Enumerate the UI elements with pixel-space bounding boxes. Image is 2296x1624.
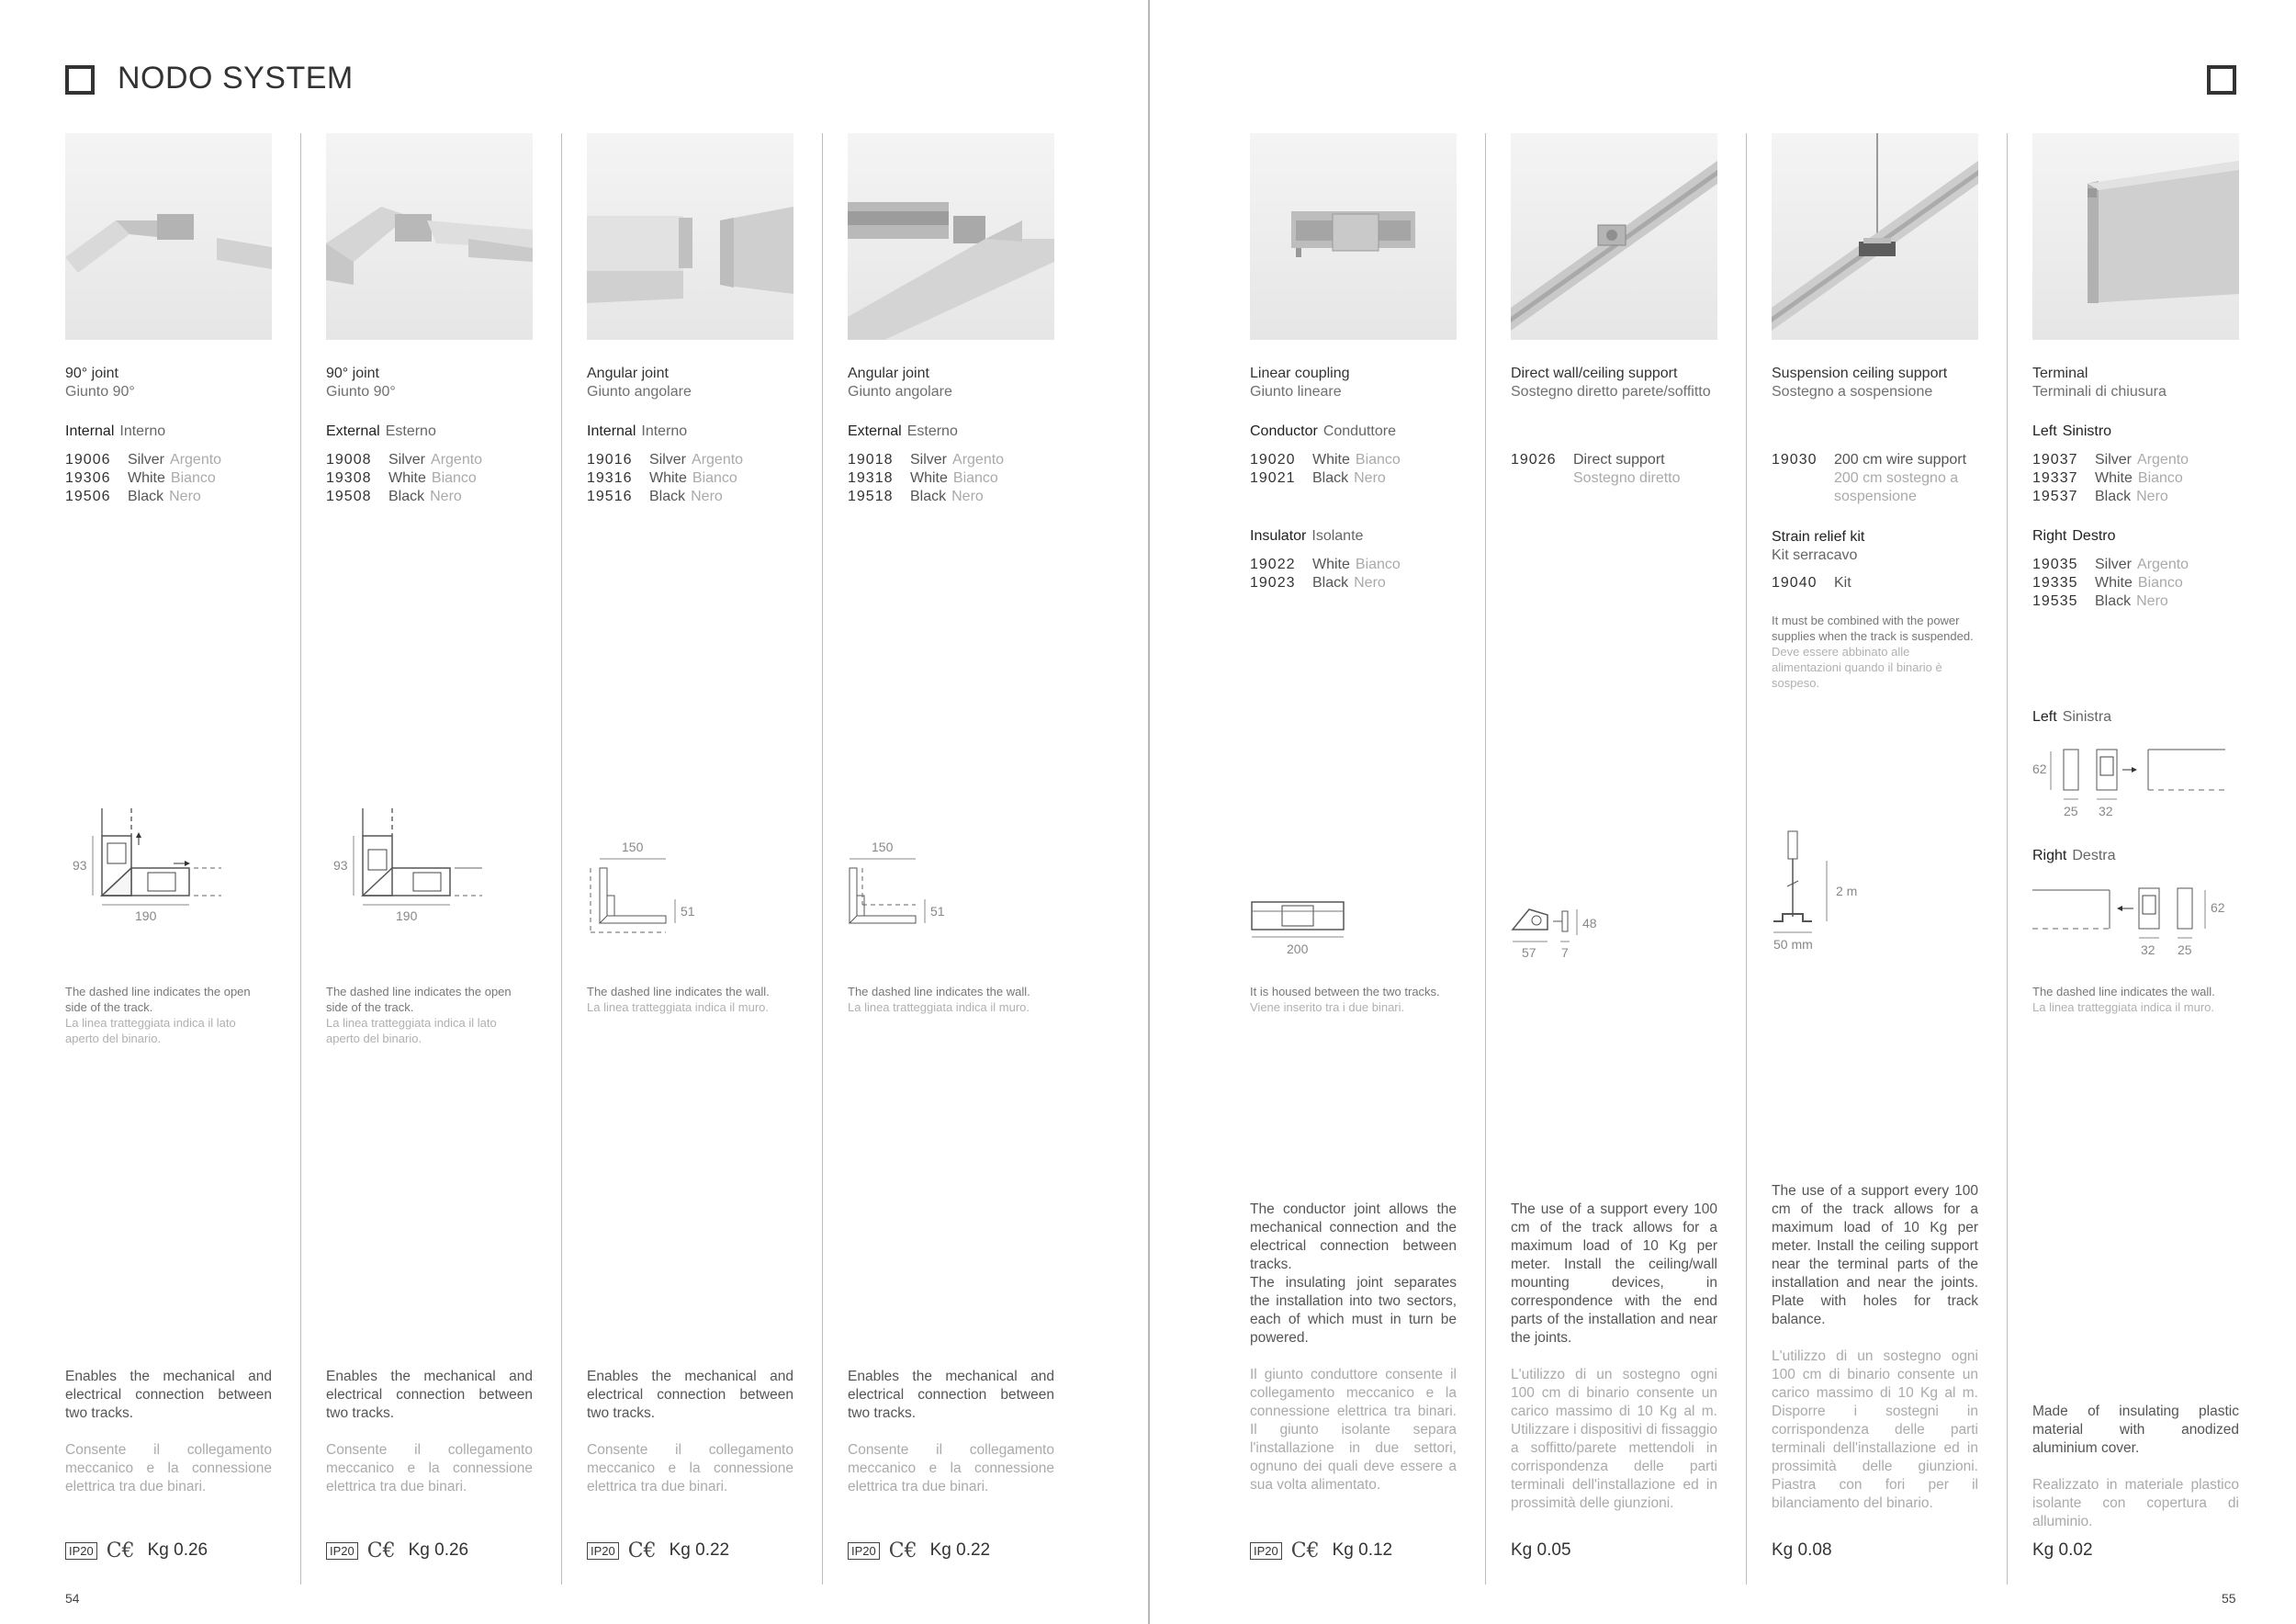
ce-mark-icon: C€ (366, 1539, 396, 1562)
product-title: Direct wall/ceiling support (1511, 366, 1678, 381)
description: Made of insulating plastic material with anodized aluminium cover. Realizzato in materiale plastico isolante con copertura di alluminio. (2032, 1404, 2239, 1529)
product-column (326, 133, 533, 1585)
ce-mark-icon: C€ (888, 1539, 917, 1562)
dimension-label: 150 (622, 840, 644, 854)
technical-drawing (587, 840, 793, 969)
code-description-it: 200 cm sostegno a sospensione (1834, 470, 1959, 504)
variant-label: Strain relief kit Kit serracavo (1772, 529, 1865, 563)
page-number-left: 54 (65, 1591, 80, 1606)
ip20-badge: IP20 (848, 1542, 880, 1560)
column-divider (1485, 133, 1486, 1585)
product-title: Angular joint (587, 366, 669, 381)
weight-value: 0.22 (695, 1540, 730, 1560)
product-title-it: Sostegno diretto parete/soffitto (1511, 384, 1711, 400)
product-column (1772, 133, 1978, 1585)
code-row: 19508 Black Nero (326, 489, 462, 504)
weight-unit: Kg (1772, 1540, 1794, 1560)
drawing-note: The dashed line indicates the wall. La linea tratteggiata indica il muro. (2032, 985, 2215, 1014)
drawing-note: It is housed between the two tracks. Viene inserito tra i due binari. (1250, 985, 1440, 1014)
technical-drawing (65, 808, 272, 969)
code-row: 19316 White Bianco (587, 470, 737, 486)
code-list (848, 451, 1004, 506)
terminal-right-drawing (2032, 874, 2239, 965)
product-title-it: Giunto angolare (848, 384, 952, 400)
weight-value: 0.05 (1536, 1540, 1571, 1560)
code-row: 19018 Silver Argento (848, 452, 1005, 468)
dimension-label: 57 (1522, 945, 1536, 960)
product-photo (587, 133, 793, 340)
weight-unit: Kg (147, 1540, 169, 1560)
ip20-badge: IP20 (1250, 1542, 1282, 1560)
code-row: 19308 White Bianco (326, 470, 477, 486)
variant-label: External Esterno (326, 423, 436, 439)
code-row: Sostegno diretto (1573, 470, 1681, 486)
description: The conductor joint allows the mechanical connection and the electrical connection between tracks. The insulating joint separates the installation into two sectors, each of which must in turn be powered. Il giunto conduttore consente il collegamento meccanico e la connessione elettrica tra binari. Il giunto isolante separa l'installazione in due settori, ognuno dei quali deve essere a sua volta alimentato. (1250, 1201, 1457, 1493)
dimension-label: 62 (2032, 761, 2047, 776)
code-row: 19020 White Bianco (1250, 452, 1401, 468)
product-column (1511, 133, 1717, 1585)
dimension-label: 93 (73, 858, 87, 873)
code-row: 19537 Black Nero (2032, 489, 2168, 504)
code-list (1250, 556, 1401, 592)
weight-value: 0.08 (1797, 1540, 1832, 1560)
dimension-label: 150 (872, 840, 894, 854)
code-row: 19035 Silver Argento (2032, 557, 2189, 572)
description: Enables the mechanical and electrical connection between two tracks. Consente il collegamento meccanico e la connessione elettrica tra due binari. (65, 1369, 272, 1494)
dimension-label: 62 (2211, 900, 2225, 915)
code-row: 19318 White Bianco (848, 470, 998, 486)
code-row: 19337 White Bianco (2032, 470, 2183, 486)
ce-mark-icon: C€ (106, 1539, 135, 1562)
code-row: 19040 Kit (1772, 575, 1851, 591)
code-list (2032, 556, 2189, 611)
code-row: 19023 Black Nero (1250, 575, 1386, 591)
variant-label: Right Destro (2032, 528, 2116, 544)
dimension-label: 2 m (1836, 884, 1858, 898)
product-photo (65, 133, 272, 340)
dimension-label: 50 mm (1773, 937, 1813, 952)
code-list (587, 451, 743, 506)
product-title: 90° joint (326, 366, 379, 381)
page-spine (1148, 0, 1150, 1624)
technical-drawing (1250, 900, 1457, 974)
diagram-label-right: Right Destra (2032, 848, 2116, 863)
dimension-label: 48 (1582, 916, 1597, 930)
code-list (1772, 574, 1851, 592)
square-icon (65, 65, 95, 95)
weight-unit: Kg (2032, 1540, 2054, 1560)
code-list (1511, 451, 1681, 488)
description: The use of a support every 100 cm of the track allows for a maximum load of 10 Kg per meter. Install the ceiling support near the terminal parts of the installation and near the joints. Plate with holes for track balance. L'utilizzo di un sostegno ogni 100 cm di binario consente un carico massimo di 10 Kg al m. Disporre i sostegni in corrispondenza delle parti terminali dell'installazione ed in prossimità delle giunzioni. Piastra con fori per il bilanciamento del binario. (1772, 1183, 1978, 1511)
dimension-label: 51 (681, 904, 695, 919)
product-title-it: Giunto 90° (65, 384, 135, 400)
ce-mark-icon: C€ (627, 1539, 657, 1562)
variant-label: Internal Interno (587, 423, 688, 439)
product-photo (1511, 133, 1717, 340)
product-column (65, 133, 272, 1585)
ip20-badge: IP20 (587, 1542, 619, 1560)
variant-label: External Esterno (848, 423, 958, 439)
description: Enables the mechanical and electrical connection between two tracks. Consente il collegamento meccanico e la connessione elettrica tra due binari. (587, 1369, 793, 1494)
product-photo (1250, 133, 1457, 340)
product-title-it: Giunto lineare (1250, 384, 1342, 400)
technical-drawing (848, 840, 1054, 969)
product-photo (1772, 133, 1978, 340)
code-row: 19506 Black Nero (65, 489, 201, 504)
product-column (587, 133, 793, 1585)
drawing-note: The dashed line indicates the open side of the track. La linea tratteggiata indica il lato aperto del binario. (326, 985, 512, 1045)
spec-footer (1772, 1539, 1832, 1562)
product-title: Angular joint (848, 366, 929, 381)
product-title-it: Giunto angolare (587, 384, 692, 400)
variant-label: Conductor Conduttore (1250, 423, 1396, 439)
product-title-it: Sostegno a sospensione (1772, 384, 1933, 400)
spec-footer (848, 1539, 990, 1562)
ip20-badge: IP20 (326, 1542, 358, 1560)
product-column (1250, 133, 1457, 1585)
code-row: 19535 Black Nero (2032, 593, 2168, 609)
diagram-label-left: Left Sinistra (2032, 709, 2112, 725)
product-photo (2032, 133, 2239, 340)
product-column (848, 133, 1054, 1585)
column-divider (1746, 133, 1747, 1585)
weight-value: 0.26 (434, 1540, 469, 1560)
code-row: 19037 Silver Argento (2032, 452, 2189, 468)
code-list (1772, 451, 1978, 506)
technical-drawing (1511, 891, 1717, 974)
technical-drawing (1772, 829, 1978, 976)
spec-footer (326, 1539, 468, 1562)
spec-footer (587, 1539, 729, 1562)
spec-footer (1511, 1539, 1571, 1562)
code-row: 19006 Silver Argento (65, 452, 222, 468)
column-divider (2007, 133, 2008, 1585)
product-title: 90° joint (65, 366, 118, 381)
variant-label: Insulator Isolante (1250, 528, 1364, 544)
dimension-label: 32 (2099, 804, 2113, 818)
spec-footer (65, 1539, 208, 1562)
weight-value: 0.22 (956, 1540, 991, 1560)
code-row: 19516 Black Nero (587, 489, 723, 504)
weight-unit: Kg (1511, 1540, 1533, 1560)
product-photo (848, 133, 1054, 340)
description: The use of a support every 100 cm of the track allows for a maximum load of 10 Kg per meter. Install the ceiling/wall mounting devices, in correspondence with the end parts of the installation and near the joints. L'utilizzo di un sostegno ogni 100 cm di binario consente un carico massimo di 10 Kg al m. Utilizzare i dispositivi di fissaggio a soffitto/parete mettendoli in corrispondenza delle parti terminali dell'installazione ed in prossimità delle giunzioni. (1511, 1201, 1717, 1511)
product-column (2032, 133, 2239, 1585)
dimension-label: 93 (333, 858, 348, 873)
page-number-right: 55 (2222, 1591, 2236, 1606)
code-row: 19008 Silver Argento (326, 452, 483, 468)
code-row: 19022 White Bianco (1250, 557, 1401, 572)
code-list (1250, 451, 1401, 488)
code-row: 19016 Silver Argento (587, 452, 744, 468)
product-title: Suspension ceiling support (1772, 366, 1948, 381)
code-list (65, 451, 221, 506)
dimension-label: 200 (1287, 942, 1309, 956)
weight-unit: Kg (669, 1540, 691, 1560)
dimension-label: 7 (1561, 945, 1569, 960)
description: Enables the mechanical and electrical connection between two tracks. Consente il collegamento meccanico e la connessione elettrica tra due binari. (326, 1369, 533, 1494)
dimension-label: 190 (396, 908, 418, 923)
variant-label: Left Sinistro (2032, 423, 2112, 439)
code-list (326, 451, 482, 506)
weight-value: 0.12 (1358, 1540, 1393, 1560)
product-photo (326, 133, 533, 340)
weight-unit: Kg (408, 1540, 430, 1560)
square-icon (2207, 65, 2236, 95)
info-note: It must be combined with the power supplies when the track is suspended. Deve essere abbinato alle alimentazioni quando il binario è sospeso. (1772, 614, 1974, 690)
column-divider (561, 133, 562, 1585)
column-divider (822, 133, 823, 1585)
description: Enables the mechanical and electrical connection between two tracks. Consente il collegamento meccanico e la connessione elettrica tra due binari. (848, 1369, 1054, 1494)
product-title: Terminal (2032, 366, 2088, 381)
code-list (2032, 451, 2189, 506)
technical-drawing (326, 808, 533, 969)
page-title: NODO SYSTEM (118, 61, 354, 96)
dimension-label: 25 (2064, 804, 2078, 818)
product-title: Linear coupling (1250, 366, 1350, 381)
drawing-note: The dashed line indicates the wall. La linea tratteggiata indica il muro. (848, 985, 1030, 1014)
product-title-it: Giunto 90° (326, 384, 396, 400)
code-row: 19306 White Bianco (65, 470, 216, 486)
code-row: 19026 Direct support (1511, 452, 1665, 468)
ip20-badge: IP20 (65, 1542, 97, 1560)
drawing-note: The dashed line indicates the open side of the track. La linea tratteggiata indica il lato aperto del binario. (65, 985, 251, 1045)
ce-mark-icon: C€ (1290, 1539, 1320, 1562)
drawing-note: The dashed line indicates the wall. La linea tratteggiata indica il muro. (587, 985, 770, 1014)
spec-footer (2032, 1539, 2093, 1562)
spec-footer (1250, 1539, 1392, 1562)
dimension-label: 25 (2178, 942, 2192, 957)
weight-unit: Kg (1332, 1540, 1354, 1560)
column-divider (300, 133, 301, 1585)
dimension-label: 32 (2141, 942, 2155, 957)
terminal-left-drawing (2032, 735, 2239, 827)
weight-value: 0.02 (2058, 1540, 2093, 1560)
code-row: 19021 Black Nero (1250, 470, 1386, 486)
code-row: 19518 Black Nero (848, 489, 984, 504)
weight-unit: Kg (929, 1540, 951, 1560)
dimension-label: 51 (930, 904, 945, 919)
weight-value: 0.26 (174, 1540, 208, 1560)
code-row: 19030 200 cm wire support (1772, 452, 1967, 468)
code-row: 19335 White Bianco (2032, 575, 2183, 591)
variant-label: Internal Interno (65, 423, 166, 439)
product-title-it: Terminali di chiusura (2032, 384, 2167, 400)
dimension-label: 190 (135, 908, 157, 923)
